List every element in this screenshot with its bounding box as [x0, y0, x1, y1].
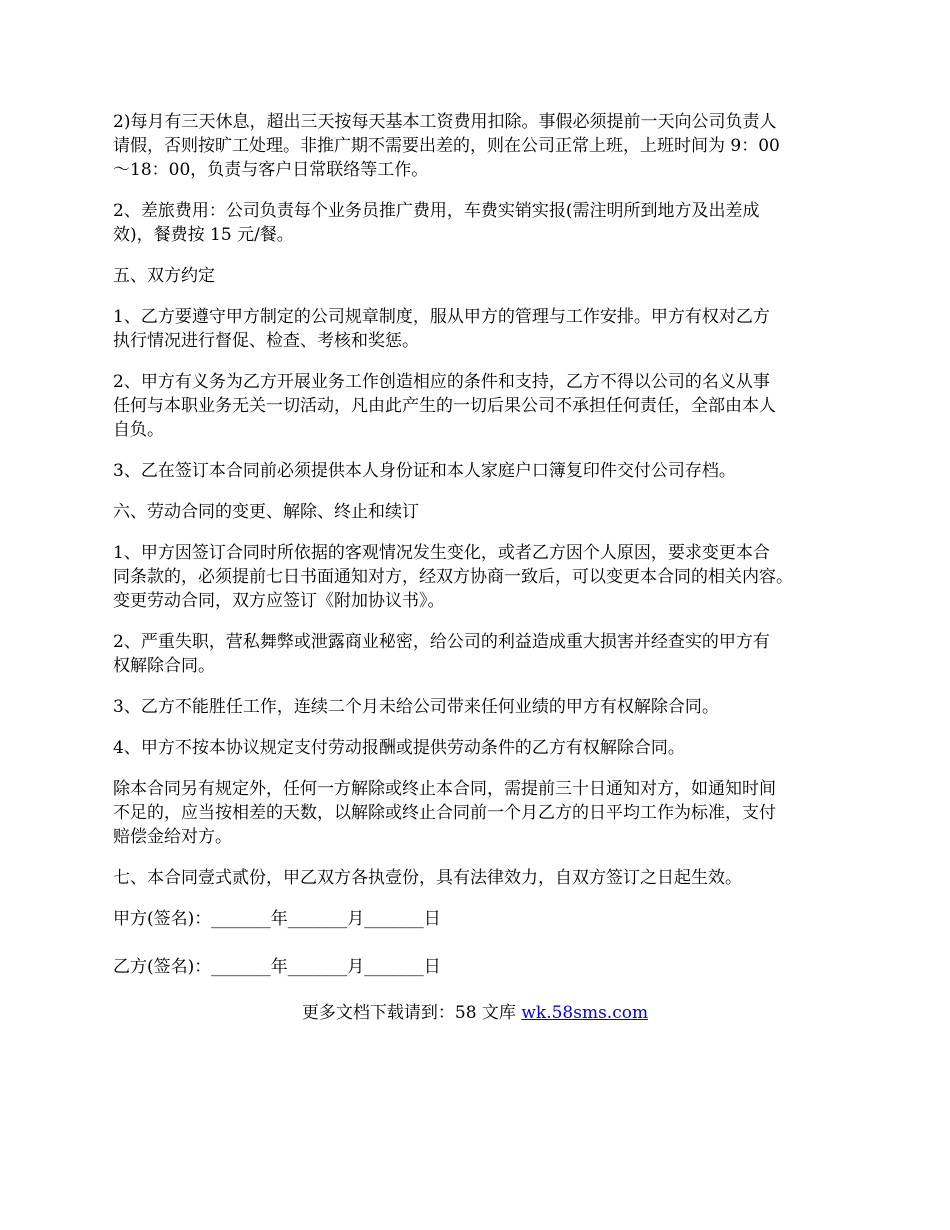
- paragraph: [113, 500, 840, 524]
- download-footer: [0, 1001, 950, 1025]
- paragraph-line: 1、乙方要遵守甲方制定的公司规章制度，服从甲方的管理与工作安排。甲方有权对乙方: [113, 307, 770, 327]
- paragraph-line: 3、乙在签订本合同前必须提供本人身份证和本人家庭户口簿复印件交付公司存档。: [113, 461, 736, 481]
- paragraph-line: 自负。: [113, 420, 164, 440]
- paragraph-line: 4、甲方不按本协议规定支付劳动报酬或提供劳动条件的乙方有权解除合同。: [113, 738, 685, 758]
- paragraph-line: 任何与本职业务无关一切活动，凡由此产生的一切后果公司不承担任何责任，全部由本人: [113, 396, 776, 416]
- paragraph-line: 赔偿金给对方。: [113, 827, 232, 847]
- paragraph: [113, 630, 840, 678]
- document-page: [113, 110, 840, 1025]
- paragraph-line: 五、双方约定: [113, 266, 215, 286]
- paragraph-line: 1、甲方因签订合同时所依据的客观情况发生变化，或者乙方因个人原因，要求变更本合: [113, 543, 770, 563]
- paragraph-line: 请假，否则按旷工处理。非推广期不需要出差的，则在公司正常上班，上班时间为 9：00: [113, 136, 780, 156]
- paragraph-line: 除本合同另有规定外，任何一方解除或终止本合同，需提前三十日通知对方，如通知时间: [113, 779, 776, 799]
- paragraph: [113, 866, 840, 890]
- paragraph: [113, 305, 840, 353]
- paragraph-line: 2、差旅费用：公司负责每个业务员推广费用，车费实销实报(需注明所到地方及出差成: [113, 201, 760, 221]
- paragraph-line: 变更劳动合同，双方应签订《附加协议书》。: [113, 591, 445, 611]
- paragraph-line: 2、甲方有义务为乙方开展业务工作创造相应的条件和支持，乙方不得以公司的名义从事: [113, 372, 770, 392]
- paragraph-line: 同条款的，必须提前七日书面通知对方，经双方协商一致后，可以变更本合同的相关内容。: [113, 567, 793, 587]
- party-b-signature-line: 乙方(签名)：_______年_______月_______日: [113, 957, 441, 977]
- paragraph-line: 执行情况进行督促、检查、考核和奖惩。: [113, 331, 419, 351]
- paragraph-line: ～18：00，负责与客户日常联络等工作。: [113, 160, 429, 180]
- footer-link[interactable]: wk.58sms.com: [521, 1003, 649, 1023]
- paragraph-line: 3、乙方不能胜任工作，连续二个月未给公司带来任何业绩的甲方有权解除合同。: [113, 697, 719, 717]
- paragraph: [113, 777, 840, 849]
- paragraph-line: 不足的，应当按相差的天数，以解除或终止合同前一个月乙方的日平均工作为标准，支付: [113, 803, 776, 823]
- paragraph-line: 2、严重失职，营私舞弊或泄露商业秘密，给公司的利益造成重大损害并经查实的甲方有: [113, 632, 770, 652]
- document-body: [113, 110, 840, 890]
- paragraph: [113, 370, 840, 442]
- paragraph: [113, 264, 840, 288]
- paragraph-line: 权解除合同。: [113, 656, 215, 676]
- footer-text: 更多文档下载请到：58 文库: [301, 1003, 522, 1023]
- paragraph-line: 七、本合同壹式贰份，甲乙双方各执壹份，具有法律效力，自双方签订之日起生效。: [113, 868, 742, 888]
- paragraph-line: 六、劳动合同的变更、解除、终止和续订: [113, 502, 419, 522]
- paragraph: [113, 736, 840, 760]
- paragraph-line: 2)每月有三天休息，超出三天按每天基本工资费用扣除。事假必须提前一天向公司负责人: [113, 112, 777, 132]
- paragraph: [113, 541, 840, 613]
- paragraph: [113, 695, 840, 719]
- paragraph: [113, 459, 840, 483]
- paragraph: [113, 199, 840, 247]
- party-a-signature-line: 甲方(签名)：_______年_______月_______日: [113, 909, 441, 929]
- paragraph-line: 效)，餐费按 15 元/餐。: [113, 225, 294, 245]
- paragraph: [113, 110, 840, 182]
